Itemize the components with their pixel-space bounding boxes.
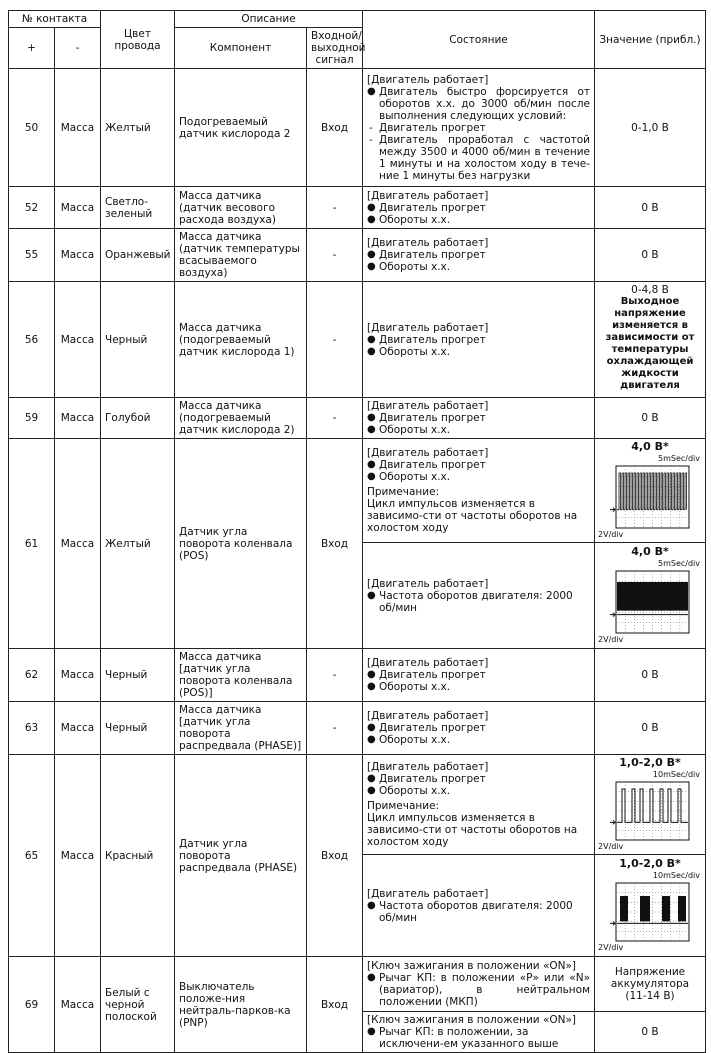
value-oscillogram (595, 755, 706, 855)
pin-minus: Масса (55, 282, 101, 398)
oscillogram (610, 465, 690, 529)
io-signal: - (307, 398, 363, 439)
state-bullet: ● Обороты х.х. (367, 785, 590, 797)
wire-color: Светло-зеленый (101, 187, 175, 229)
io-signal: Вход (307, 957, 363, 1053)
state-bullet: ● Двигатель прогрет (367, 249, 590, 261)
pin-minus: Масса (55, 229, 101, 282)
wire-color: Красный (101, 755, 175, 957)
state-head: [Ключ зажигания в положении «ON»] (367, 1014, 577, 1026)
header-contact-no: № контакта (9, 11, 101, 28)
wire-color: Оранжевый (101, 229, 175, 282)
state-bullet: ● Двигатель прогрет (367, 773, 590, 785)
io-signal: - (307, 702, 363, 755)
pin-minus: Масса (55, 649, 101, 702)
wire-color: Черный (101, 702, 175, 755)
header-description: Описание (175, 11, 363, 28)
osc-burst (678, 896, 686, 921)
table-row (9, 649, 706, 702)
state (363, 439, 595, 543)
note-text: Цикл импульсов изменяется в зависимо-сти от частоты оборотов на холостом ходу (367, 498, 578, 534)
component: Масса датчика (датчик температуры всасываемого воздуха) (175, 229, 307, 282)
state-head: [Двигатель работает] (367, 657, 489, 669)
component: Датчик угла поворота распредвала (PHASE) (175, 755, 307, 957)
state-bullet: ● Двигатель прогрет (367, 459, 590, 471)
note-text: Цикл импульсов изменяется в зависимо-сти от частоты оборотов на холостом ходу (367, 812, 578, 848)
state-head: [Двигатель работает] (367, 577, 489, 590)
oscillogram (610, 882, 690, 942)
component: Датчик угла поворота коленвала (POS) (175, 439, 307, 649)
state (363, 702, 595, 755)
osc-scale: 2V/div (598, 634, 624, 644)
osc-trace (617, 582, 688, 611)
wire-color: Голубой (101, 398, 175, 439)
state-bullet: ● Обороты х.х. (367, 346, 590, 358)
osc-value: 1,0-2,0 В* (619, 755, 681, 769)
state-head: [Двигатель работает] (367, 400, 489, 412)
pin-plus: 56 (9, 282, 55, 398)
pin-plus: 50 (9, 69, 55, 187)
state (363, 543, 595, 649)
state-head: [Двигатель работает] (367, 321, 489, 334)
osc-ground-marker (610, 921, 615, 925)
osc-scale: 2V/div (598, 942, 624, 952)
table-row (9, 702, 706, 755)
pin-plus: 69 (9, 957, 55, 1053)
table-row (9, 439, 706, 543)
value: 0 В (595, 187, 706, 229)
wire-color: Желтый (101, 69, 175, 187)
osc-value: 4,0 В* (631, 544, 669, 558)
pin-plus: 52 (9, 187, 55, 229)
state-bullet: ● Обороты х.х. (367, 471, 590, 483)
state (363, 855, 595, 957)
wire-color: Черный (101, 282, 175, 398)
osc-timebase: 10mSec/div (652, 769, 700, 779)
state-head: [Двигатель работает] (367, 189, 489, 202)
state-dash: - Двигатель прогрет (367, 122, 590, 134)
state (363, 69, 595, 187)
state-bullet: ● Рычаг КП: в положении, за исключени-ем указанного выше (367, 1026, 590, 1050)
state-head: [Двигатель работает] (367, 761, 489, 773)
value: 0 В (595, 649, 706, 702)
table-row (9, 69, 706, 187)
oscillogram (610, 781, 690, 841)
state-bullet: ● Обороты х.х. (367, 734, 590, 746)
state-bullet: ● Двигатель прогрет (367, 334, 590, 346)
value-oscillogram (595, 543, 706, 649)
state-bullet: ● Двигатель быстро форсируется от оборотов х.х. до 3000 об/мин после выполнения следующих условий: (367, 86, 590, 122)
state-bullet: ● Двигатель прогрет (367, 202, 590, 214)
header-component: Компонент (175, 28, 307, 69)
state-bullet: ● Обороты х.х. (367, 424, 590, 436)
osc-burst (640, 896, 650, 921)
header-state: Состояние (363, 11, 595, 69)
state-head: [Двигатель работает] (367, 710, 489, 722)
value: 0 В (595, 1012, 706, 1053)
osc-value: 4,0 В* (631, 439, 669, 453)
osc-ground-marker (610, 820, 615, 824)
pin-plus: 65 (9, 755, 55, 957)
header-plus: + (9, 28, 55, 69)
state-bullet: ● Двигатель прогрет (367, 722, 590, 734)
state-bullet: ● Рычаг КП: в положении «P» или «N» (вариатор), в нейтральном положении (МКП) (367, 972, 590, 1008)
pin-plus: 61 (9, 439, 55, 649)
io-signal: Вход (307, 439, 363, 649)
pin-minus: Масса (55, 398, 101, 439)
io-signal: - (307, 187, 363, 229)
state (363, 649, 595, 702)
pin-table (8, 10, 706, 1053)
wire-color: Белый с черной полоской (101, 957, 175, 1053)
wire-color: Черный (101, 649, 175, 702)
table-row (9, 282, 706, 398)
state (363, 229, 595, 282)
pin-minus: Масса (55, 69, 101, 187)
pin-plus: 59 (9, 398, 55, 439)
state-head: [Двигатель работает] (367, 73, 489, 86)
state-head: [Двигатель работает] (367, 447, 489, 459)
table-row (9, 187, 706, 229)
value: 0-1,0 В (595, 69, 706, 187)
state-head: [Двигатель работает] (367, 237, 489, 249)
note-head: Примечание: (367, 486, 440, 498)
io-signal: - (307, 229, 363, 282)
table-row (9, 229, 706, 282)
pin-minus: Масса (55, 439, 101, 649)
value-oscillogram (595, 439, 706, 543)
state (363, 398, 595, 439)
component: Подогреваемый датчик кислорода 2 (175, 69, 307, 187)
component: Масса датчика [датчик угла поворота коленвала (POS)] (175, 649, 307, 702)
value-oscillogram (595, 855, 706, 957)
header-value: Значение (прибл.) (595, 11, 706, 69)
state (363, 957, 595, 1012)
state (363, 1012, 595, 1053)
osc-ground-marker (610, 507, 615, 511)
state-dash: - Двигатель проработал с частотой между 3500 и 4000 об/мин в течение 1 минуты и на холостом ходу в тече-ние 1 минуты без нагрузки (367, 134, 590, 182)
value (595, 282, 706, 398)
oscillogram (610, 570, 690, 634)
component: Масса датчика [датчик угла поворота распредвала (PHASE)] (175, 702, 307, 755)
pin-plus: 62 (9, 649, 55, 702)
component: Масса датчика (подогреваемый датчик кислорода 2) (175, 398, 307, 439)
pin-minus: Масса (55, 755, 101, 957)
io-signal: Вход (307, 755, 363, 957)
value: Напряжение аккумулятора (11-14 В) (595, 957, 706, 1012)
state-head: [Двигатель работает] (367, 887, 489, 900)
value: 0 В (595, 229, 706, 282)
state-bullet: ● Обороты х.х. (367, 681, 590, 693)
osc-timebase: 10mSec/div (652, 870, 700, 880)
value-main: 0-4,8 В (631, 284, 669, 296)
table-row (9, 957, 706, 1012)
state (363, 755, 595, 855)
pin-minus: Масса (55, 702, 101, 755)
note-head: Примечание: (367, 800, 440, 812)
table-row (9, 398, 706, 439)
osc-burst (620, 896, 628, 921)
state-bullet: ● Обороты х.х. (367, 261, 590, 273)
pin-plus: 55 (9, 229, 55, 282)
osc-scale: 2V/div (598, 529, 624, 539)
state (363, 187, 595, 229)
io-signal: - (307, 649, 363, 702)
pin-minus: Масса (55, 187, 101, 229)
osc-burst (662, 896, 670, 921)
pin-plus: 63 (9, 702, 55, 755)
state-head: [Ключ зажигания в положении «ON»] (367, 960, 577, 972)
value-note: Выходное напряжение изменяется в зависимости от температуры охлаждающей жидкости двигателя (605, 296, 695, 391)
io-signal: - (307, 282, 363, 398)
state-bullet: ● Частота оборотов двигателя: 2000 об/мин (367, 590, 590, 614)
header-io-signal: Входной/ выходной сигнал (307, 28, 363, 69)
value: 0 В (595, 398, 706, 439)
osc-timebase: 5mSec/div (657, 558, 700, 568)
header-minus: - (55, 28, 101, 69)
state-bullet: ● Двигатель прогрет (367, 412, 590, 424)
value: 0 В (595, 702, 706, 755)
osc-ground-marker (610, 612, 615, 616)
osc-scale: 2V/div (598, 841, 624, 851)
state-bullet: ● Двигатель прогрет (367, 669, 590, 681)
state-bullet: ● Частота оборотов двигателя: 2000 об/мин (367, 900, 590, 924)
osc-timebase: 5mSec/div (657, 453, 700, 463)
state-bullet: ● Обороты х.х. (367, 214, 590, 226)
component: Масса датчика (подогреваемый датчик кислорода 1) (175, 282, 307, 398)
state (363, 282, 595, 398)
component: Масса датчика (датчик весового расхода воздуха) (175, 187, 307, 229)
wire-color: Желтый (101, 439, 175, 649)
header-wire-color: Цвет провода (101, 11, 175, 69)
osc-value: 1,0-2,0 В* (619, 856, 681, 870)
io-signal: Вход (307, 69, 363, 187)
component: Выключатель положе-ния нейтраль-парков-ка (PNP) (175, 957, 307, 1053)
pin-minus: Масса (55, 957, 101, 1053)
table-row (9, 755, 706, 855)
